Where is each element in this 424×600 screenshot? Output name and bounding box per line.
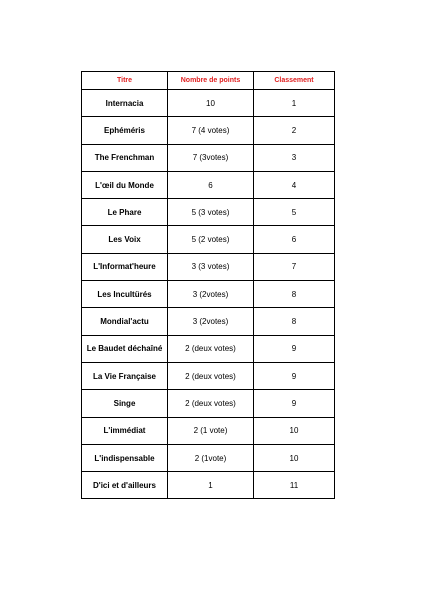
points-cell: 1 — [168, 472, 254, 499]
table-row — [82, 444, 335, 471]
column-header-rank: Classement — [254, 72, 335, 90]
table-row — [82, 362, 335, 389]
rank-cell: 10 — [254, 444, 335, 471]
table-row — [82, 171, 335, 198]
points-cell: 2 (1 vote) — [168, 417, 254, 444]
rank-cell: 9 — [254, 362, 335, 389]
rank-cell: 1 — [254, 90, 335, 117]
points-cell: 3 (3 votes) — [168, 253, 254, 280]
table-row — [82, 390, 335, 417]
table-row — [82, 199, 335, 226]
points-cell: 2 (deux votes) — [168, 362, 254, 389]
table-header-row — [82, 72, 335, 90]
rank-cell: 9 — [254, 390, 335, 417]
journal-title-cell: L'indispensable — [82, 444, 168, 471]
journal-title-cell: The Frenchman — [82, 144, 168, 171]
rank-cell: 5 — [254, 199, 335, 226]
column-header-points: Nombre de points — [168, 72, 254, 90]
rank-cell: 9 — [254, 335, 335, 362]
table-row — [82, 308, 335, 335]
table-row — [82, 417, 335, 444]
journal-title-cell: L'Informat'heure — [82, 253, 168, 280]
rank-cell: 6 — [254, 226, 335, 253]
points-cell: 10 — [168, 90, 254, 117]
rank-cell: 7 — [254, 253, 335, 280]
table-body — [82, 90, 335, 499]
points-cell: 2 (1vote) — [168, 444, 254, 471]
points-cell: 2 (deux votes) — [168, 390, 254, 417]
rank-cell: 11 — [254, 472, 335, 499]
points-cell: 7 (4 votes) — [168, 117, 254, 144]
ranking-table — [81, 71, 335, 499]
table-row — [82, 253, 335, 280]
table-row — [82, 144, 335, 171]
rank-cell: 8 — [254, 308, 335, 335]
journal-title-cell: Ephéméris — [82, 117, 168, 144]
column-header-title: Titre — [82, 72, 168, 90]
journal-title-cell: Le Phare — [82, 199, 168, 226]
table-row — [82, 226, 335, 253]
table-row — [82, 472, 335, 499]
journal-title-cell: Internacia — [82, 90, 168, 117]
points-cell: 7 (3votes) — [168, 144, 254, 171]
journal-title-cell: L'immédiat — [82, 417, 168, 444]
journal-title-cell: Les Incultürés — [82, 281, 168, 308]
points-cell: 5 (3 votes) — [168, 199, 254, 226]
journal-title-cell: Singe — [82, 390, 168, 417]
rank-cell: 4 — [254, 171, 335, 198]
rank-cell: 8 — [254, 281, 335, 308]
journal-title-cell: Mondial'actu — [82, 308, 168, 335]
table-row — [82, 90, 335, 117]
points-cell: 6 — [168, 171, 254, 198]
journal-title-cell: D'ici et d'ailleurs — [82, 472, 168, 499]
table-row — [82, 335, 335, 362]
points-cell: 3 (2votes) — [168, 281, 254, 308]
table-row — [82, 281, 335, 308]
journal-title-cell: La Vie Française — [82, 362, 168, 389]
rank-cell: 3 — [254, 144, 335, 171]
points-cell: 5 (2 votes) — [168, 226, 254, 253]
rank-cell: 2 — [254, 117, 335, 144]
journal-title-cell: Les Voix — [82, 226, 168, 253]
points-cell: 2 (deux votes) — [168, 335, 254, 362]
journal-title-cell: Le Baudet déchaîné — [82, 335, 168, 362]
points-cell: 3 (2votes) — [168, 308, 254, 335]
rank-cell: 10 — [254, 417, 335, 444]
table-row — [82, 117, 335, 144]
journal-title-cell: L'œil du Monde — [82, 171, 168, 198]
